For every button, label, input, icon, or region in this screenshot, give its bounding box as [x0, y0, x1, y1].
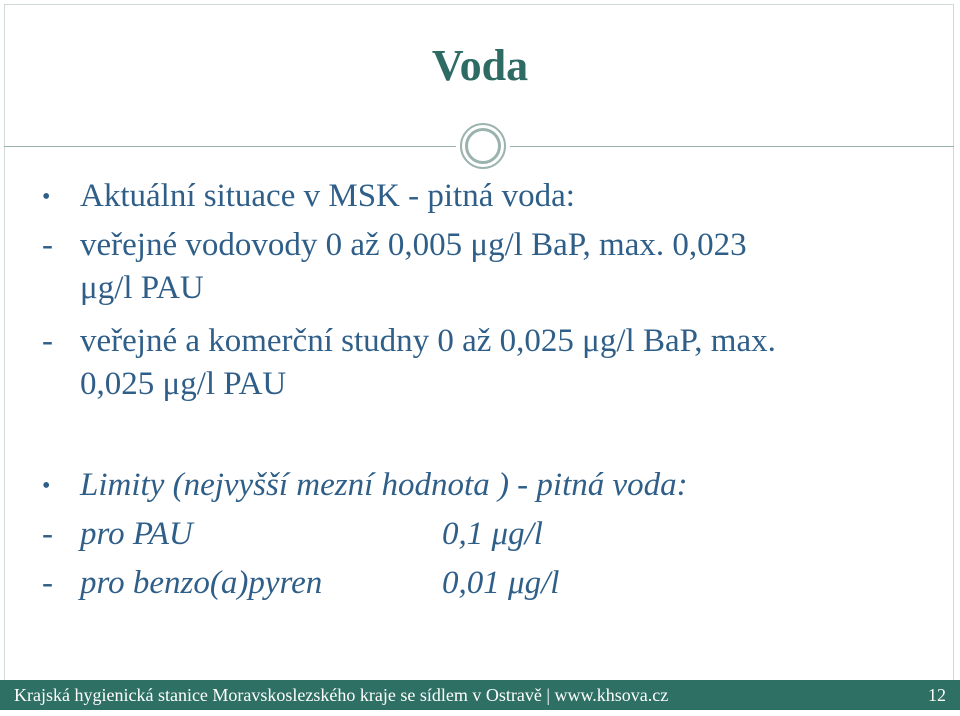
- dash-marker: -: [42, 516, 53, 552]
- limit-label: pro PAU: [80, 516, 193, 552]
- footer-text: Krajská hygienická stanice Moravskoslezského kraje se sídlem v Ostravě | www.khsova.cz: [14, 685, 669, 705]
- dash-marker: -: [42, 323, 53, 359]
- limit-value: 0,01 μg/l: [442, 565, 560, 601]
- dash-marker: -: [42, 227, 53, 263]
- section-heading: Aktuální situace v MSK - pitná voda:: [80, 178, 575, 214]
- list-item-text: 0,025 μg/l PAU: [80, 366, 287, 402]
- slide-title: Voda: [431, 41, 529, 90]
- page-number: 12: [928, 685, 946, 705]
- bullet-icon: •: [42, 473, 51, 499]
- list-item-text: veřejné a komerční studny 0 až 0,025 μg/l BaP, max.: [80, 323, 776, 359]
- section-heading: Limity (nejvyšší mezní hodnota ) - pitná voda:: [80, 467, 688, 503]
- limit-value: 0,1 μg/l: [442, 516, 543, 552]
- dash-marker: -: [42, 565, 53, 601]
- list-item-text: veřejné vodovody 0 až 0,005 μg/l BaP, max. 0,023: [80, 227, 747, 263]
- list-item-text: μg/l PAU: [80, 270, 204, 306]
- limit-label: pro benzo(a)pyren: [80, 565, 323, 601]
- footer-bar: [0, 680, 960, 710]
- bullet-icon: •: [42, 184, 51, 210]
